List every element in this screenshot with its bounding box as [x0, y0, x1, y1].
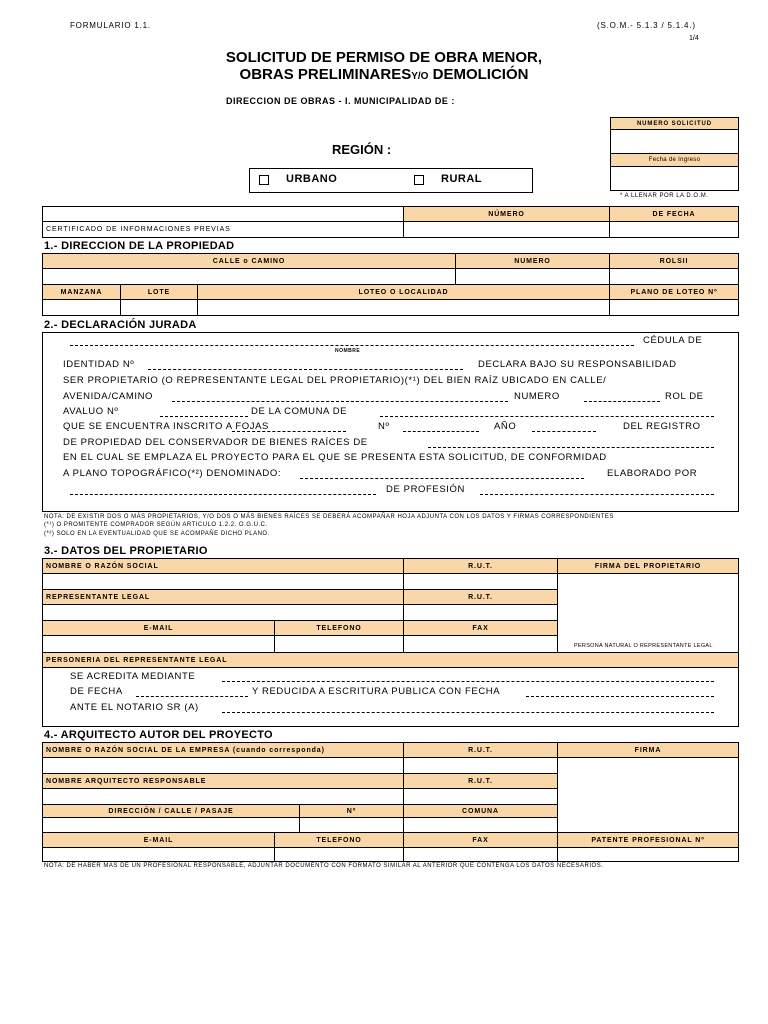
notario-line[interactable] — [222, 712, 714, 713]
numero-label: NUMERO — [455, 253, 610, 269]
urbano-label: URBANO — [286, 173, 338, 185]
registro-label: DEL REGISTRO — [623, 421, 701, 432]
section-2-title: 2.- DECLARACIÓN JURADA — [44, 319, 197, 331]
representante-field[interactable] — [42, 604, 404, 621]
rut-propietario-field[interactable] — [403, 573, 558, 590]
loteo-field[interactable] — [197, 299, 610, 316]
nota-1: NOTA: DE EXISTIR DOS O MÁS PROPIETARIOS, Y/O DOS O MÁS BIENES RAÍCES SE DEBERÁ ACOMPAÑAR HOJA ADJUNTA CON LOS DATOS Y FIRMAS CORRESPONDIENTES — [44, 514, 614, 520]
acredita-line[interactable] — [222, 681, 714, 682]
nombre-caption: NOMBRE — [335, 348, 361, 354]
firma-arquitecto-field[interactable] — [557, 757, 739, 833]
comuna-label: DE LA COMUNA DE — [251, 406, 348, 417]
rut-representante-field[interactable] — [403, 604, 558, 621]
nota-2: (*¹) O PROMITENTE COMPRADOR SEGÚN ARTICULO 1.2.2. O.G.U.C. — [44, 522, 268, 528]
firma-arquitecto-label: FIRMA — [557, 742, 739, 758]
loteo-label: LOTEO O LOCALIDAD — [197, 284, 610, 300]
fax-propietario-label: FAX — [403, 620, 558, 636]
acredita-label: SE ACREDITA MEDIANTE — [70, 671, 196, 682]
direccion-arq-field[interactable] — [42, 817, 300, 833]
cip-numero-label: NÚMERO — [403, 206, 610, 222]
identidad-label: IDENTIDAD Nº — [63, 359, 135, 370]
n-label: Nº — [378, 421, 390, 432]
calle-label: CALLE o CAMINO — [42, 253, 456, 269]
title-line-2 — [0, 66, 768, 83]
fojas-line[interactable] — [232, 431, 346, 432]
firma-propietario-field[interactable] — [557, 573, 739, 653]
fecha-ingreso-field[interactable] — [610, 166, 739, 191]
rural-checkbox[interactable] — [414, 175, 424, 185]
persona-natural-caption: PERSONA NATURAL O REPRESENTANTE LEGAL — [574, 643, 713, 649]
arquitecto-field[interactable] — [42, 788, 404, 805]
plano-loteo-label: PLANO DE LOTEO Nº — [609, 284, 739, 300]
firma-propietario-label: FIRMA DEL PROPIETARIO — [557, 558, 739, 574]
email-propietario-label: E-MAIL — [42, 620, 275, 636]
page-number: 1/4 — [689, 35, 699, 42]
section-4-title: 4.- ARQUITECTO AUTOR DEL PROYECTO — [44, 729, 273, 741]
lote-field[interactable] — [120, 299, 198, 316]
nota-3: (*²) SOLO EN LA EVENTUALIDAD QUE SE ACOMPAÑE DICHO PLANO. — [44, 531, 270, 537]
avaluo-label: AVALUO Nº — [63, 406, 119, 417]
patente-field[interactable] — [557, 847, 739, 862]
direccion-obras: DIRECCION DE OBRAS - I. MUNICIPALIDAD DE : — [226, 96, 455, 106]
region-label: REGIÓN : — [332, 142, 392, 157]
direccion-arq-label: DIRECCIÓN / CALLE / PASAJE — [42, 804, 300, 818]
avaluo-line[interactable] — [160, 416, 248, 417]
reducida-line[interactable] — [526, 696, 714, 697]
urbano-checkbox[interactable] — [259, 175, 269, 185]
inscrito-label: QUE SE ENCUENTRA INSCRITO A FOJAS — [63, 421, 269, 432]
comuna-arq-field[interactable] — [403, 817, 558, 833]
rural-label: RURAL — [441, 173, 482, 185]
cip-label: CERTIFICADO DE INFORMACIONES PREVIAS — [42, 221, 404, 238]
empresa-field[interactable] — [42, 757, 404, 774]
som-code: (S.O.M.- 5.1.3 / 5.1.4.) — [597, 21, 696, 30]
comuna-arq-label: COMUNA — [403, 804, 558, 818]
nota-arquitecto: NOTA: DE HABER MAS DE UN PROFESIONAL RESPONSABLE, ADJUNTAR DOCUMENTO CON FORMATO SIMILAR AL ANTERIOR QUE CONTENGA LOS DATOS NECESARIOS. — [44, 863, 604, 869]
section-3-title: 3.- DATOS DEL PROPIETARIO — [44, 545, 208, 557]
rut-propietario-label: R.U.T. — [403, 558, 558, 574]
plano-topografico-line[interactable] — [300, 478, 584, 479]
fecha-personeria-label: DE FECHA — [70, 686, 123, 697]
numero-solicitud-field[interactable] — [610, 129, 739, 154]
fax-arq-label: FAX — [403, 832, 558, 848]
email-propietario-field[interactable] — [42, 635, 275, 653]
elaborado-line[interactable] — [70, 494, 376, 495]
cip-blank-header — [42, 206, 404, 222]
manzana-field[interactable] — [42, 299, 121, 316]
arquitecto-label: NOMBRE ARQUITECTO RESPONSABLE — [42, 773, 404, 789]
cedula-label: CÉDULA DE — [643, 335, 703, 346]
rut-empresa-label: R.U.T. — [403, 742, 558, 758]
rolsii-field[interactable] — [609, 268, 739, 285]
notario-label: ANTE EL NOTARIO SR (A) — [70, 702, 199, 713]
plano-topografico-label: A PLANO TOPOGRÁFICO(*²) DENOMINADO: — [63, 468, 282, 479]
nombre-razon-label: NOMBRE O RAZÓN SOCIAL — [42, 558, 404, 574]
fax-propietario-field[interactable] — [403, 635, 558, 653]
avenida-line[interactable] — [172, 401, 508, 402]
anio-label: AÑO — [494, 421, 517, 432]
nombre-razon-field[interactable] — [42, 573, 404, 590]
rut-arquitecto-field[interactable] — [403, 788, 558, 805]
reducida-label: Y REDUCIDA A ESCRITURA PUBLICA CON FECHA — [252, 686, 501, 697]
rut-arquitecto-label: R.U.T. — [403, 773, 558, 789]
patente-label: PATENTE PROFESIONAL Nº — [557, 832, 739, 848]
fecha-personeria-line[interactable] — [136, 696, 248, 697]
email-arq-field[interactable] — [42, 847, 275, 862]
llenar-dom-note: * A LLENAR POR LA D.O.M. — [620, 193, 709, 199]
cip-fecha-field[interactable] — [609, 221, 739, 238]
telefono-arq-label: TELEFONO — [274, 832, 404, 848]
personeria-label: PERSONERIA DEL REPRESENTANTE LEGAL — [42, 652, 739, 668]
section-1-title: 1.- DIRECCION DE LA PROPIEDAD — [44, 240, 235, 252]
elaborado-label: ELABORADO POR — [607, 468, 698, 479]
representante-label: REPRESENTANTE LEGAL — [42, 589, 404, 605]
n-arq-label: Nº — [299, 804, 404, 818]
numero-solicitud-label: NUMERO SOLICITUD — [610, 117, 739, 130]
title-obras: OBRAS PRELIMINARES — [239, 66, 412, 83]
propiedad-label: DE PROPIEDAD DEL CONSERVADOR DE BIENES RAÍCES DE — [63, 437, 368, 448]
numero-field[interactable] — [455, 268, 610, 285]
numero-decl-line[interactable] — [584, 401, 660, 402]
fecha-ingreso-label: Fecha de Ingreso — [610, 153, 739, 167]
title-demolicion: DEMOLICIÓN — [432, 66, 529, 83]
title-line-1: SOLICITUD DE PERMISO DE OBRA MENOR, — [225, 49, 543, 66]
ser-propietario-text: SER PROPIETARIO (O REPRESENTANTE LEGAL DEL PROPIETARIO)(*¹) DEL BIEN RAÍZ UBICADO EN CALLE/ — [63, 375, 607, 386]
title-yo: Y/O — [411, 71, 429, 82]
rolsii-label: ROLSII — [609, 253, 739, 269]
telefono-propietario-field[interactable] — [274, 635, 404, 653]
manzana-label: MANZANA — [42, 284, 121, 300]
fax-arq-field[interactable] — [403, 847, 558, 862]
cip-numero-field[interactable] — [403, 221, 610, 238]
form-code: FORMULARIO 1.1. — [70, 21, 151, 30]
profesion-line[interactable] — [480, 494, 714, 495]
rol-label: ROL DE — [665, 391, 704, 402]
cip-fecha-label: DE FECHA — [609, 206, 739, 222]
conservador-line[interactable] — [428, 447, 714, 448]
nombre-line[interactable] — [70, 345, 634, 346]
identidad-line[interactable] — [148, 369, 463, 370]
avenida-label: AVENIDA/CAMINO — [63, 391, 154, 402]
comuna-line[interactable] — [380, 416, 714, 417]
declara-label: DECLARA BAJO SU RESPONSABILIDAD — [478, 359, 677, 370]
anio-line[interactable] — [532, 431, 596, 432]
lote-label: LOTE — [120, 284, 198, 300]
numero-decl-label: NUMERO — [514, 391, 560, 402]
emplaza-text: EN EL CUAL SE EMPLAZA EL PROYECTO PARA EL QUE SE PRESENTA ESTA SOLICITUD, DE CONFORMIDAD — [63, 452, 607, 463]
calle-field[interactable] — [42, 268, 456, 285]
telefono-arq-field[interactable] — [274, 847, 404, 862]
profesion-label: DE PROFESIÓN — [386, 484, 465, 495]
n-line[interactable] — [403, 431, 479, 432]
plano-loteo-field[interactable] — [609, 299, 739, 316]
n-arq-field[interactable] — [299, 817, 404, 833]
rut-representante-label: R.U.T. — [403, 589, 558, 605]
telefono-propietario-label: TELEFONO — [274, 620, 404, 636]
empresa-label: NOMBRE O RAZÓN SOCIAL DE LA EMPRESA (cuando corresponda) — [42, 742, 404, 758]
email-arq-label: E-MAIL — [42, 832, 275, 848]
rut-empresa-field[interactable] — [403, 757, 558, 774]
